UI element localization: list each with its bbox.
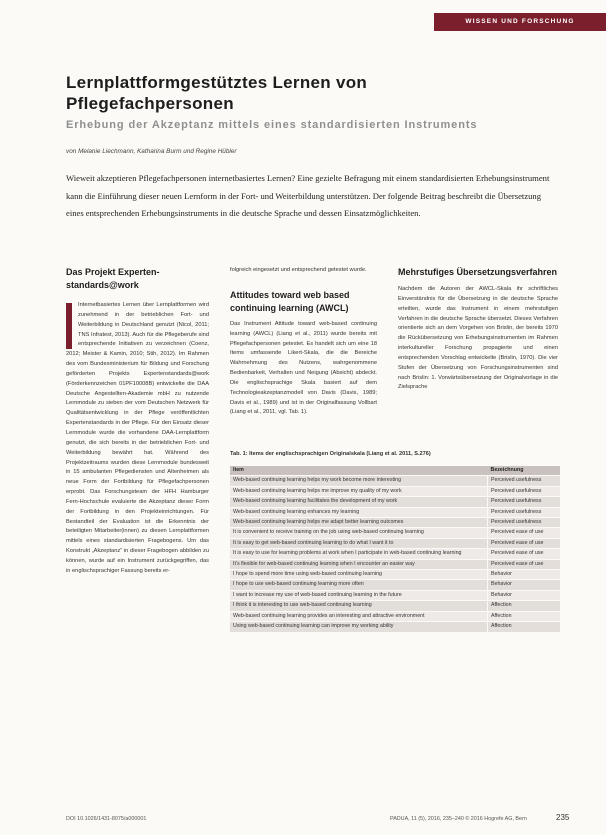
table-header-row <box>230 466 560 476</box>
item-dimension: Perceived usefulness <box>488 476 561 486</box>
item-text: Web-based continuing learning helps my work become more interesting <box>230 476 488 486</box>
item-dimension: Behavior <box>488 580 561 590</box>
table-row <box>230 528 560 538</box>
item-text: I hope to use web-based continuing learning more often <box>230 580 488 590</box>
table-row <box>230 580 560 590</box>
column-3 <box>398 266 558 393</box>
item-dimension: Perceived ease of use <box>488 538 561 548</box>
item-dimension: Perceived ease of use <box>488 549 561 559</box>
item-text: Using web-based continuing learning can improve my working ability <box>230 622 488 632</box>
table-row <box>230 570 560 580</box>
item-dimension: Behavior <box>488 570 561 580</box>
item-dimension: Perceived usefulness <box>488 518 561 528</box>
footer-doi: DOI 10.1026/1431-8075/a000001 <box>66 816 147 822</box>
table-row <box>230 559 560 569</box>
column-2-body: Das Instrument Attitude toward web-based continuing learning (AWCL) (Liang et al., 2011) wurde bereits mit Pflegefachpersonen getestet. Es handelt sich um eine 18 Items umfassende Likert-Skala, die die Bereiche Wahrnehmung des Nutzens, wahrgenommene Bedienbarkeit, Verhalten und Neigung (Absicht) abdeckt. Die englischsprachige Skala basiert auf dem Technologieakzeptanzmodell von Davis (Davis, 1989; Davis et al., 1989) und ist in der Originalfassung Vollbart (Liang et al., 2011, vgl. Tab. 1). <box>230 320 377 416</box>
table-row <box>230 622 560 632</box>
item-text: I hope to spend more time using web-based continuing learning <box>230 570 488 580</box>
section-heading-project: Das Projekt Experten-standards@work <box>66 267 160 290</box>
table-caption: Tab. 1: Items der englischsprachigen Originalskala (Liang et al. 2011, S.276) <box>230 451 431 457</box>
item-dimension: Affection <box>488 611 561 621</box>
table-row <box>230 549 560 559</box>
column-1 <box>66 267 209 577</box>
table-row <box>230 486 560 496</box>
lead-paragraph: Wieweit akzeptieren Pflegefachpersonen internetbasiertes Lernen? Eine gezielte Befragung mit einem standardisierten Erhebungsinstrument kann die Einführung dieser neuen Lernform in der Fort- und Weiterbildung unterstützen. Der folgende Beitrag beschreibt die Übersetzung eines entsprechenden Erhebungsinstruments in die deutsche Sprache und dessen Einsatzmöglichkeiten. <box>66 173 550 218</box>
item-dimension: Perceived ease of use <box>488 559 561 569</box>
article-title: Lernplattformgestütztes Lernen von Pflegefachpersonen <box>66 73 368 113</box>
item-dimension: Perceived usefulness <box>488 486 561 496</box>
item-dimension: Perceived usefulness <box>488 497 561 507</box>
item-text: Web-based continuing learning helps me adapt better learning outcomes <box>230 518 488 528</box>
item-text: It is convenient to receive training on the job using web-based continuing learning <box>230 528 488 538</box>
item-dimension: Behavior <box>488 590 561 600</box>
author-line: von Melanie Liechmann, Katharina Burm und Regine Hübler <box>66 148 237 155</box>
item-text: Web-based continuing learning enhances my learning <box>230 507 488 517</box>
item-text: I think it is interesting to use web-based continuing learning <box>230 601 488 611</box>
item-text: It's flexible for web-based continuing learning when I encounter an easier way <box>230 559 488 569</box>
item-text: Web-based continuing learning facilitates the development of my work <box>230 497 488 507</box>
footer-citation: PADUA, 11 (5), 2016, 235–240 © 2016 Hogrefe AG, Bern <box>390 816 527 822</box>
table-header-item: Item <box>230 466 488 476</box>
column-2-intro: folgreich eingesetzt und entsprechend getestet wurde. <box>230 267 367 273</box>
item-dimension: Perceived ease of use <box>488 528 561 538</box>
table-row <box>230 497 560 507</box>
item-dimension: Affection <box>488 601 561 611</box>
table-header-dimension: Bezeichnung <box>488 466 561 476</box>
table-row <box>230 611 560 621</box>
article-subtitle: Erhebung der Akzeptanz mittels eines standardisierten Instruments <box>66 119 478 131</box>
item-text: I want to increase my use of web-based continuing learning in the future <box>230 590 488 600</box>
column-2 <box>230 266 377 418</box>
column-3-body: Nachdem die Autoren der AWCL-Skala ihr schriftliches Einverständnis für die Übersetzung in die deutsche Sprache erteilten, wurde das Instrument in einem mehrstufigen Verfahren in die deutsche Sprache übersetzt. Dieses Verfahren orientierte sich an dem Vorgehen von Brislin, der bereits 1970 die Rückübersetzung von Erhebungsinstrumenten im Rahmen interkultureller Forschung propagierte und einen entsprechenden Vorschlag entwickelte (Brislin, 1970). Die vier Stufen der Übersetzung von Forschungsinstrumenten sind nach Brislin: 1. Vorwärtsübersetzung der Originalvorlage in die Zielsprache <box>398 286 558 391</box>
section-heading-translation: Mehrstufiges Übersetzungsverfahren <box>398 267 558 277</box>
table-row <box>230 507 560 517</box>
section-heading-awcl: Attitudes toward web based continuing learning (AWCL) <box>230 289 350 313</box>
drop-cap-bar <box>66 303 72 349</box>
item-text: Web-based continuing learning provides an interesting and attractive environment <box>230 611 488 621</box>
table-row <box>230 601 560 611</box>
table-row <box>230 590 560 600</box>
item-text: It is easy to use for learning problems at work when I participate in web-based continuing learning <box>230 549 488 559</box>
table-row <box>230 538 560 548</box>
item-dimension: Affection <box>488 622 561 632</box>
item-text: Web-based continuing learning helps me improve my quality of my work <box>230 486 488 496</box>
column-1-body: Internetbasiertes Lernen über Lernplattformen wird zunehmend in der betrieblichen Fort- und Weiterbildung in Deutschland genutzt (Nicol, 2011; TNS Infratest, 2013). Auch für die Pflegeberufe sind entsprechende Initiativen zu verzeichnen (Coenz, 2012; Meister & Kamin, 2010; Stih, 2012). Im Rahmen des vom Bundesministerium für Bildung und Forschung geförderten Projekts Expertenstandards@work (Förderkennzeichen 01PF10008B) entwickelte die DAA Deutsche Angestellten-Akademie mbH zu nutzende Lernmodule zu sieben der vom Deutschen Netzwerk für Qualitätsentwicklung in der Pflege veröffentlichten Expertenstandards in der Pflege. Für den Einsatz dieser Lernmodule wurde die vorhandene DAA-Lernplattform genutzt, die sich bereits in der betrieblichen Fort- und Weiterbildung bewährt hat. Während des Projektzeitraums wurden diese Lernmodule bundesweit in 15 ambulanten Pflegediensten und Altenheimen als neue Form der Fortbildung für Pflegefachpersonen erprobt. Das Forschungsteam der HFH Hamburger Fern-Hochschule evaluierte die Akzeptanz dieser Form der Fortbildung in den Projekteinrichtungen. Für Bestandteil der Evaluation ist die Erkenntnis der beteiligten Mitarbeiter(innen) zu diesen Lernplattformen mittels eines standardisierten Fragebogens. Um das Konstrukt „Akzeptanz“ in dieser Fragebogen abbilden zu können, wurde auf ein Instrument zurückgegriffen, das in englischsprachiger Fassung bereits er- <box>66 302 209 574</box>
section-tag: WISSEN UND FORSCHUNG <box>434 13 606 31</box>
table-row <box>230 518 560 528</box>
page-number: 235 <box>556 813 570 822</box>
items-table <box>230 466 560 633</box>
item-dimension: Perceived usefulness <box>488 507 561 517</box>
table-row <box>230 476 560 486</box>
item-text: It is easy to get web-based continuing learning to do what I want it to <box>230 538 488 548</box>
